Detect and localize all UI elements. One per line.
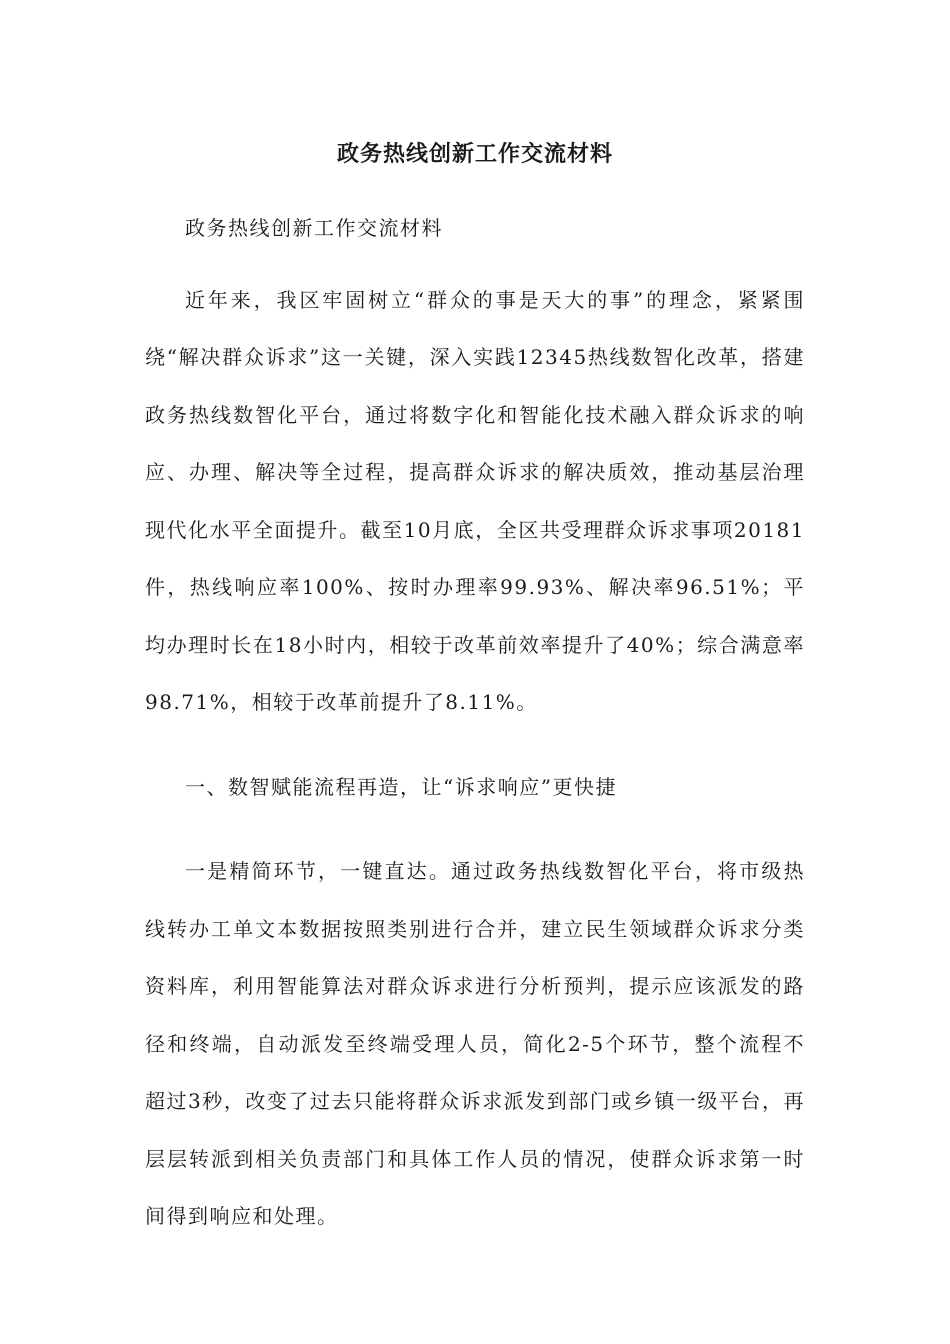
document-title: 政务热线创新工作交流材料 [336, 141, 613, 167]
body-paragraph: 一是精简环节，一键直达。通过政务热线数智化平台，将市级热线转办工单文本数据按照类别进行合并，建立民生领域群众诉求分类资料库，利用智能算法对群众诉求进行分析预判，提示应该派发的路径和终端，自动派发至终端受理人员，简化2-5个环节，整个流程不超过3秒，改变了过去只能将群众诉求派发到部门或乡镇一级平台，再层层转派到相关负责部门和具体工作人员的情况，使群众诉求第一时间得到响应和处理。 [145, 859, 805, 1228]
document-body [145, 200, 805, 1273]
intro-paragraph: 近年来，我区牢固树立“群众的事是天大的事”的理念，紧紧围绕“解决群众诉求”这一关键，深入实践12345热线数智化改革，搭建政务热线数智化平台，通过将数字化和智能化技术融入群众诉求的响应、办理、解决等全过程，提高群众诉求的解决质效，推动基层治理现代化水平全面提升。截至10月底，全区共受理群众诉求事项20181件，热线响应率100%、按时办理率99.93%、解决率96.51%；平均办理时长在18小时内，相较于改革前效率提升了40%；综合满意率98.71%，相较于改革前提升了8.11%。 [145, 287, 805, 714]
subtitle-paragraph: 政务热线创新工作交流材料 [185, 216, 443, 240]
section-heading: 一、数智赋能流程再造，让“诉求响应”更快捷 [185, 774, 617, 799]
